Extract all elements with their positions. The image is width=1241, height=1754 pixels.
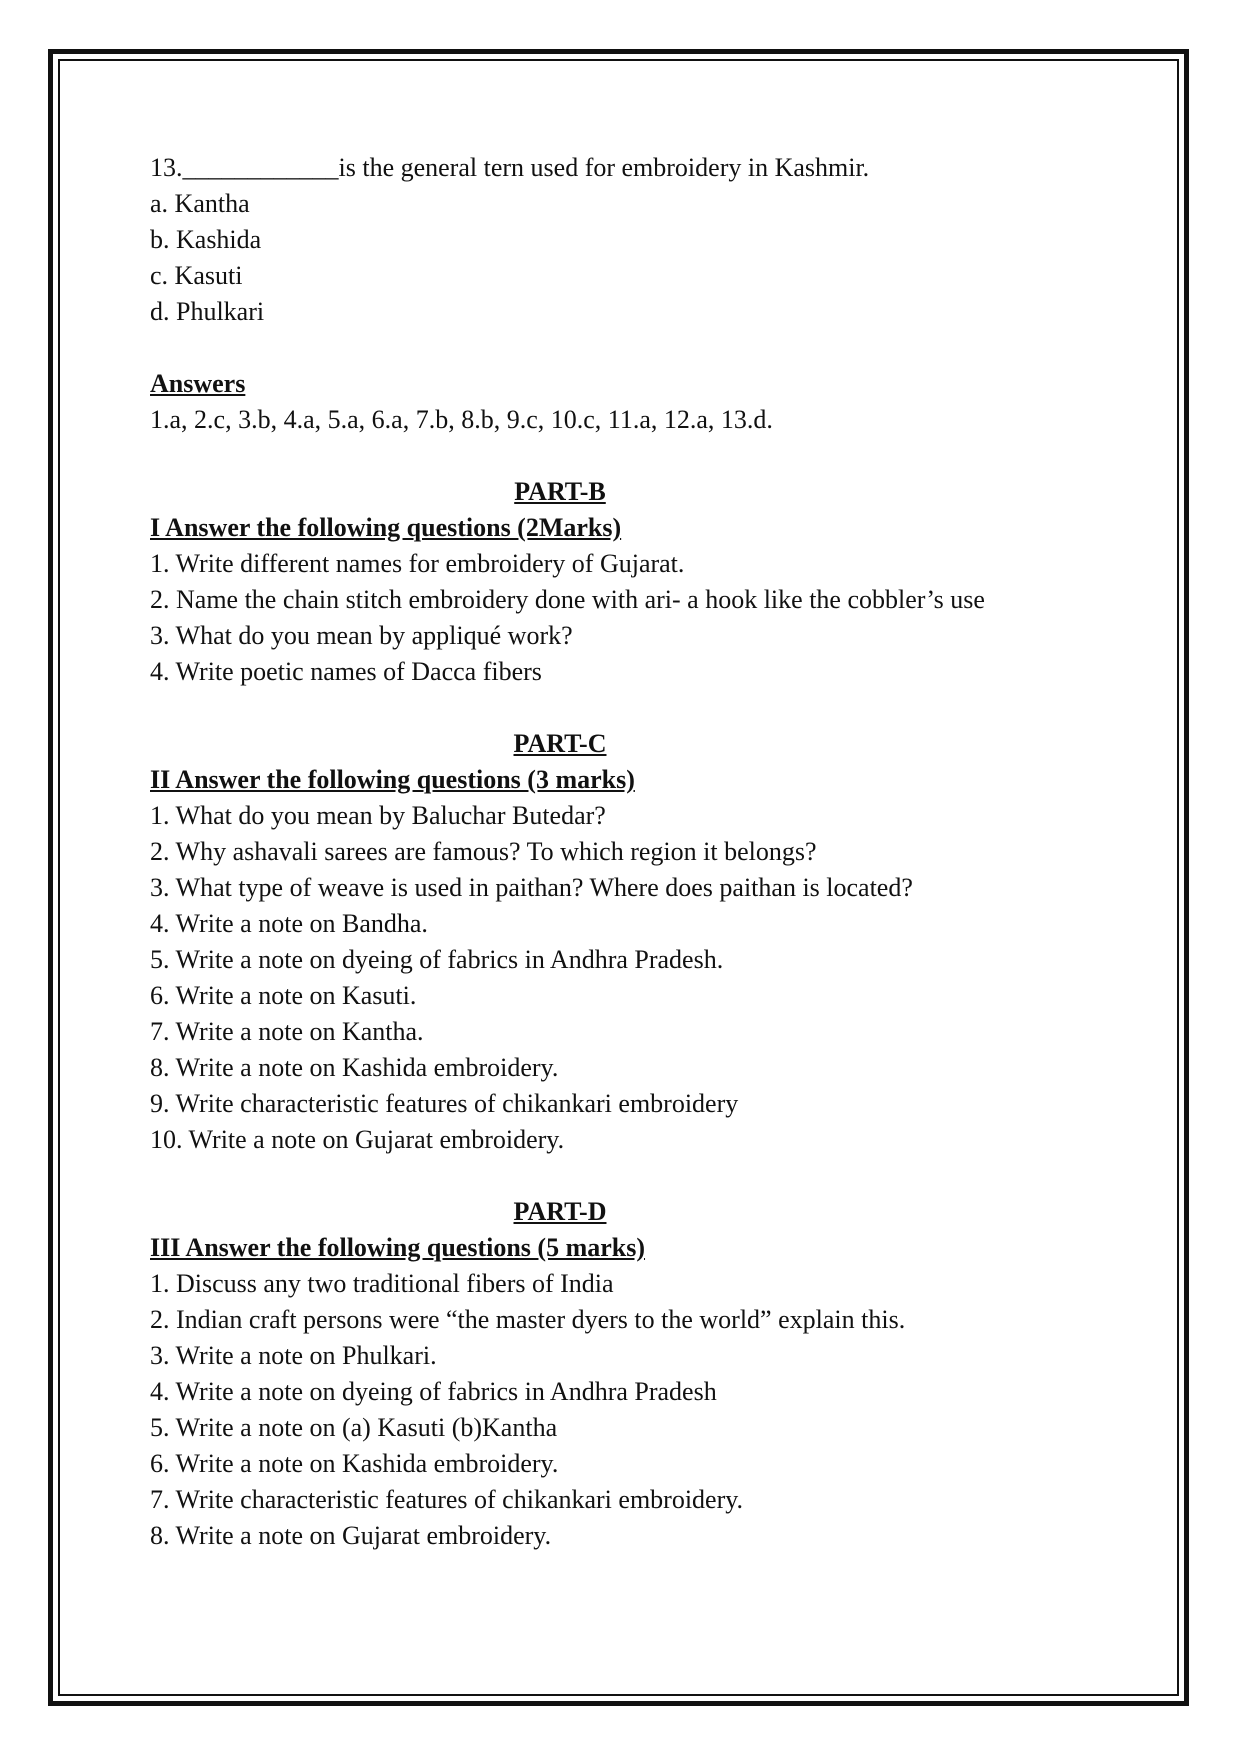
document-body (150, 150, 1100, 1554)
part-c-instruction: II Answer the following questions (3 marks) (150, 765, 635, 794)
option-a: a. Kantha (150, 189, 250, 218)
part-d-section (150, 1194, 1100, 1554)
question-item: 1. Write different names for embroidery of Gujarat. (150, 549, 685, 578)
question-item: 8. Write a note on Gujarat embroidery. (150, 1521, 552, 1550)
question-item: 1. What do you mean by Baluchar Butedar? (150, 801, 606, 830)
question-item: 3. Write a note on Phulkari. (150, 1341, 437, 1370)
question-stem: 13.____________is the general tern used for embroidery in Kashmir. (150, 153, 870, 182)
question-item: 2. Indian craft persons were “the master dyers to the world” explain this. (150, 1305, 906, 1334)
option-d: d. Phulkari (150, 297, 265, 326)
question-item: 4. Write poetic names of Dacca fibers (150, 657, 542, 686)
question-item: 3. What type of weave is used in paithan? Where does paithan is located? (150, 873, 913, 902)
spacer (150, 438, 1100, 474)
part-d-instruction: III Answer the following questions (5 marks) (150, 1233, 646, 1262)
question-item: 2. Name the chain stitch embroidery done with ari- a hook like the cobbler’s use (150, 585, 985, 614)
spacer (150, 690, 1100, 726)
spacer (150, 1158, 1100, 1194)
option-c: c. Kasuti (150, 261, 243, 290)
question-item: 1. Discuss any two traditional fibers of India (150, 1269, 614, 1298)
part-c-section (150, 726, 1100, 1158)
question-item: 10. Write a note on Gujarat embroidery. (150, 1125, 565, 1154)
question-item: 4. Write a note on Bandha. (150, 909, 428, 938)
question-item: 5. Write a note on (a) Kasuti (b)Kantha (150, 1413, 558, 1442)
answers-heading: Answers (150, 369, 246, 398)
question-item: 7. Write characteristic features of chikankari embroidery. (150, 1485, 744, 1514)
question-item: 6. Write a note on Kashida embroidery. (150, 1449, 559, 1478)
answers-section (150, 366, 1100, 438)
question-13 (150, 150, 1100, 330)
question-item: 5. Write a note on dyeing of fabrics in Andhra Pradesh. (150, 945, 724, 974)
question-item: 8. Write a note on Kashida embroidery. (150, 1053, 559, 1082)
question-item: 3. What do you mean by appliqué work? (150, 621, 573, 650)
part-b-section (150, 474, 1100, 690)
part-c-title: PART-C (513, 729, 607, 758)
part-b-instruction: I Answer the following questions (2Marks) (150, 513, 622, 542)
question-item: 4. Write a note on dyeing of fabrics in Andhra Pradesh (150, 1377, 717, 1406)
part-d-title: PART-D (513, 1197, 607, 1226)
option-b: b. Kashida (150, 225, 262, 254)
spacer (150, 330, 1100, 366)
question-item: 9. Write characteristic features of chikankari embroidery (150, 1089, 739, 1118)
answers-key: 1.a, 2.c, 3.b, 4.a, 5.a, 6.a, 7.b, 8.b, 9.c, 10.c, 11.a, 12.a, 13.d. (150, 405, 773, 434)
question-item: 7. Write a note on Kantha. (150, 1017, 424, 1046)
question-item: 6. Write a note on Kasuti. (150, 981, 417, 1010)
part-b-title: PART-B (514, 477, 606, 506)
question-item: 2. Why ashavali sarees are famous? To which region it belongs? (150, 837, 817, 866)
